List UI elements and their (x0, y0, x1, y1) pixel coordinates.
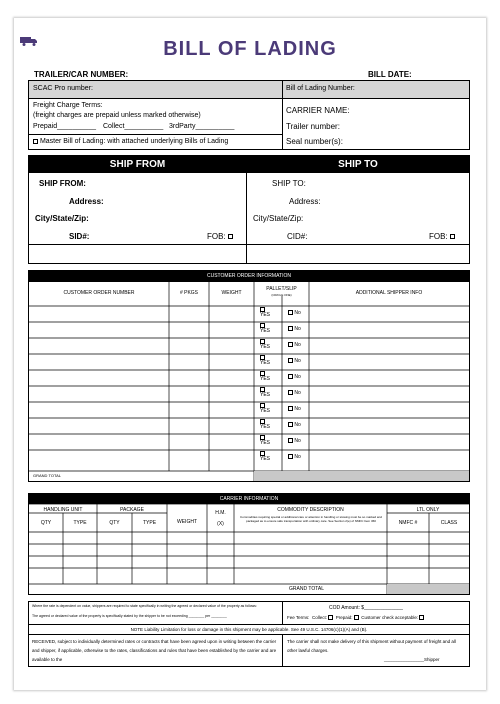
no-option-3[interactable] (288, 342, 301, 348)
yes-label: YES (260, 343, 271, 350)
yes-label: YES (260, 455, 271, 462)
collect-field[interactable]: Collect__________ (103, 123, 164, 130)
yes-label: YES (260, 327, 271, 334)
customer-order-table (28, 270, 470, 482)
ship-from-header: SHIP FROM (109, 159, 166, 170)
no-option-7[interactable] (288, 406, 301, 412)
freight-note: (freight charges are prepaid unless marked otherwise) (33, 112, 201, 119)
seal-numbers-label: Seal number(s): (286, 137, 343, 146)
no-option-10[interactable] (288, 454, 301, 460)
no-label: No (294, 454, 301, 460)
yes-option-10[interactable] (260, 451, 270, 462)
no-label: No (294, 438, 301, 444)
yes-label: YES (260, 359, 271, 366)
fob-from-checkbox[interactable] (228, 234, 233, 239)
hu-qty-header: QTY (40, 520, 52, 526)
fob-to-option[interactable] (429, 232, 455, 241)
ship-from-address-label: Address: (69, 197, 104, 206)
yes-option-7[interactable] (260, 403, 270, 414)
col-pallet-slip: PALLET/SLIP (266, 286, 297, 292)
no-option-1[interactable] (288, 310, 301, 316)
value-note: Where the rate is dependent on value, shippers are required to state specifically in writing the agreed or declared value of the property as follows: (32, 604, 257, 608)
ship-from-city-label: City/State/Zip: (35, 214, 89, 223)
ship-to-label: SHIP TO: (272, 179, 306, 188)
yes-label: YES (260, 439, 271, 446)
col-weight: WEIGHT (221, 290, 242, 296)
commodity-header: COMMODITY DESCRIPTION (277, 507, 344, 513)
page-title: BILL OF LADING (163, 38, 337, 60)
no-option-4[interactable] (288, 358, 301, 364)
fee-prepaid-label: Prepaid: (335, 615, 353, 620)
yes-label: YES (260, 391, 271, 398)
no-label: No (294, 374, 301, 380)
info-block (28, 80, 470, 150)
pkg-type-header: TYPE (142, 520, 157, 526)
bol-number-label: Bill of Lading Number: (286, 85, 355, 92)
no-label: No (294, 390, 301, 396)
yes-label: YES (260, 375, 271, 382)
yes-label: YES (260, 311, 271, 318)
carrier-grand-total: GRAND TOTAL (289, 586, 325, 592)
fee-collect-checkbox[interactable] (328, 615, 333, 620)
third-party-field[interactable]: 3rdParty__________ (169, 123, 235, 130)
no-label: No (294, 358, 301, 364)
carrier-weight-header: WEIGHT (177, 519, 197, 525)
ltl-only-header: LTL ONLY (416, 507, 440, 513)
col-pkgs: # PKGS (179, 290, 199, 296)
carrier-info-table (28, 493, 470, 595)
ship-from-label: SHIP FROM: (39, 179, 86, 188)
customer-order-grand-total: GRAND TOTAL (33, 473, 62, 478)
no-label: No (294, 310, 301, 316)
no-option-5[interactable] (288, 374, 301, 380)
fee-prepaid-checkbox[interactable] (354, 615, 359, 620)
carrier-info-header: CARRIER INFORMATION (29, 494, 469, 504)
col-order-number: CUSTOMER ORDER NUMBER (63, 290, 135, 296)
received-text: RECEIVED, subject to individually determined rates or contracts that have been agreed upon in writing between the carrier and shipper, if applicable, otherwise to the rates, classifications and rules that have been established by the carrier and are available to the (32, 639, 277, 662)
col-pallet-sub: (CIRCLE ONE) (271, 293, 292, 297)
prepaid-field[interactable]: Prepaid__________ (33, 123, 97, 130)
received-block (28, 635, 470, 667)
master-bol-checkbox[interactable] (33, 139, 38, 144)
yes-option-8[interactable] (260, 419, 270, 430)
package-header: PACKAGE (120, 507, 144, 513)
shipper-signature[interactable]: ________________Shipper (384, 657, 440, 662)
pkg-qty-header: QTY (109, 520, 120, 526)
fob-to-label: FOB: (429, 232, 448, 241)
no-option-2[interactable] (288, 326, 301, 332)
liability-note-row (28, 625, 470, 635)
hm-x-header: (X) (217, 521, 224, 527)
customer-check-label: Customer check acceptable: (361, 615, 419, 620)
carrier-name-label: CARRIER NAME: (286, 106, 350, 115)
no-option-8[interactable] (288, 422, 301, 428)
freight-terms-label: Freight Charge Terms: (33, 102, 103, 109)
cid-label: CID#: (287, 232, 308, 241)
cod-amount[interactable]: COD Amount: $______________ (329, 605, 403, 611)
ship-block (28, 155, 470, 264)
footer-value-block (28, 601, 470, 625)
value-note-2: The agreed or declared value of the property is specifically stated by the shipper to be not exceeding ________ per ________ (32, 614, 227, 618)
no-label: No (294, 422, 301, 428)
no-option-6[interactable] (288, 390, 301, 396)
fee-terms-row (287, 615, 424, 620)
fee-collect-label: Collect: (311, 615, 327, 620)
carrier-delivery-note: The carrier shall not make delivery of this shipment without payment of freight and all other lawful charges. (287, 639, 456, 653)
trailer-car-number-label: TRAILER/CAR NUMBER: (34, 70, 129, 79)
yes-label: YES (260, 407, 271, 414)
ship-to-header: SHIP TO (338, 159, 378, 170)
no-option-9[interactable] (288, 438, 301, 444)
yes-option-5[interactable] (260, 371, 270, 382)
yes-option-1[interactable] (260, 307, 270, 318)
no-label: No (294, 326, 301, 332)
trailer-number-label: Trailer number: (286, 122, 340, 131)
nmfc-header: NMFC # (398, 520, 418, 526)
ship-to-address-label: Address: (289, 197, 321, 206)
fob-to-checkbox[interactable] (450, 234, 455, 239)
yes-option-6[interactable] (260, 387, 270, 398)
customer-order-header: CUSTOMER ORDER INFORMATION (29, 271, 469, 281)
scac-pro-label: SCAC Pro number: (33, 85, 93, 92)
handling-unit-header: HANDLING UNIT (43, 507, 83, 513)
hm-header: H.M. (215, 510, 226, 516)
master-bol-label: Master Bill of Lading: with attached underlying Bills of Lading (39, 138, 229, 145)
hu-type-header: TYPE (73, 520, 87, 526)
fob-from-label: FOB: (207, 232, 226, 241)
master-bol-option[interactable] (33, 138, 228, 145)
pallet-slip-options (254, 306, 309, 471)
customer-check-checkbox[interactable] (419, 615, 424, 620)
commodity-note: Commodities requiring special or additional care or attention in handling or stowing must be so marked and packaged as to ensure safe transportation with ordinary care. See Section 2(e) of NMFC Item 360 (240, 515, 382, 523)
yes-option-9[interactable] (260, 435, 270, 446)
customer-order-grid (29, 271, 469, 481)
yes-option-2[interactable] (260, 323, 270, 334)
fob-from-option[interactable] (207, 232, 233, 241)
yes-option-4[interactable] (260, 355, 270, 366)
col-additional-info: ADDITIONAL SHIPPER INFO (355, 290, 423, 296)
ship-to-city-label: City/State/Zip: (253, 214, 304, 223)
bill-date-label: BILL DATE: (368, 70, 412, 79)
no-label: No (294, 342, 301, 348)
liability-note: NOTE Liability Limitation for loss or damage in this shipment may be applicable. See 49 U.S.C. 14706(c)(1)(A) and (B). (130, 627, 368, 632)
sid-label: SID#: (69, 232, 90, 241)
class-header: CLASS (440, 520, 458, 526)
yes-option-3[interactable] (260, 339, 270, 350)
no-label: No (294, 406, 301, 412)
yes-label: YES (260, 423, 271, 430)
fee-terms-label: Fee Terms: (287, 615, 310, 620)
